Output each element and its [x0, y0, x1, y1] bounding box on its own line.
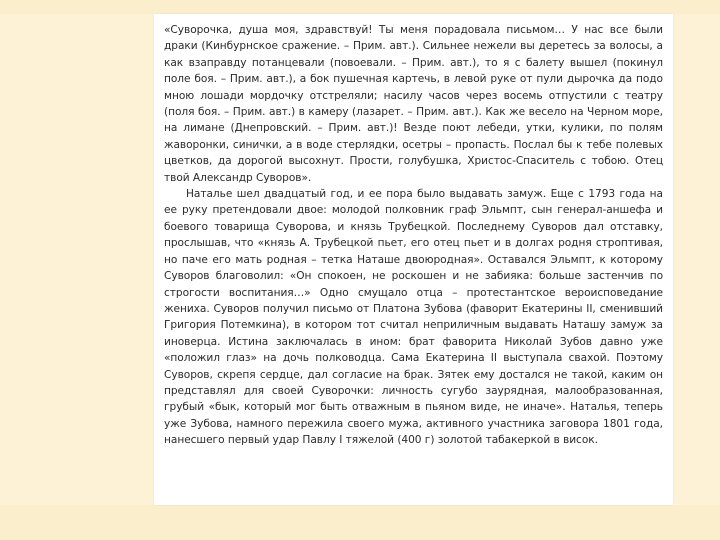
- background-top-band: [0, 0, 720, 14]
- background-bottom-band: [0, 505, 720, 540]
- letter-paragraph: «Суворочка, душа моя, здравствуй! Ты меня порадовала письмом… У нас все были драки (Кинбурнское сражение. – Прим. авт.). Сильнее нежели вы деретесь за волосы, а как взаправду потанцевали (повоевали. – Прим. авт.), то я с балету вышел (покинул поле боя. – Прим. авт.), а бок пушечная картечь, в левой руке от пули дырочка да подо мною лошади мордочку отстреляли; насилу часов через восемь отпустили с театру (поля боя. – Прим. авт.) в камеру (лазарет. – Прим. авт.). Как же весело на Черном море, на лимане (Днепровский. – Прим. авт.)! Везде поют лебеди, утки, кулики, по полям жаворонки, синички, а в воде стерлядки, осетры – пропасть. Послал бы к тебе полевых цветков, да дорогой высохнут. Прости, голубушка, Христос-Спаситель с тобою. Отец твой Александр Суворов».: [164, 24, 663, 184]
- document-page: [154, 14, 673, 505]
- narrative-paragraph: Наталье шел двадцатый год, и ее пора было выдавать замуж. Еще с 1793 года на ее руку претендовали двое: молодой полковник граф Эльмпт, сын генерал-аншефа и боевого товарища Суворова, и князь Трубецкой. Последнему Суворов дал отставку, прослышав, что «князь А. Трубецкой пьет, его отец пьет и в долгах родня строптивая, но паче его мать родная – тетка Наташе двоюродная». Оставался Эльмпт, к которому Суворов благоволил: «Он спокоен, не роскошен и не забияка: больше застенчив по строгости воспитания…» Одно смущало отца – протестантское вероисповедание жениха. Суворов получил письмо от Платона Зубова (фаворит Екатерины II, сменивший Григория Потемкина), в котором тот считал неприличным выдавать Наташу замуж за иноверца. Истина заключалась в ином: брат фаворита Николай Зубов давно уже «положил глаз» на дочь полководца. Сама Екатерина II выступала свахой. Поэтому Суворов, скрепя сердце, дал согласие на брак. Зятек ему достался не такой, каким он представлял для своей Суворочки: личность сугубо заурядная, малообразованная, грубый «бык, который мог быть отважным в пьяном виде, не иначе». Наталья, теперь уже Зубова, намного пережила своего мужа, активного участника заговора 1801 года, нанесшего первый удар Павлу I тяжелой (400 г) золотой табакеркой в висок.: [164, 188, 663, 447]
- document-text: [164, 22, 663, 449]
